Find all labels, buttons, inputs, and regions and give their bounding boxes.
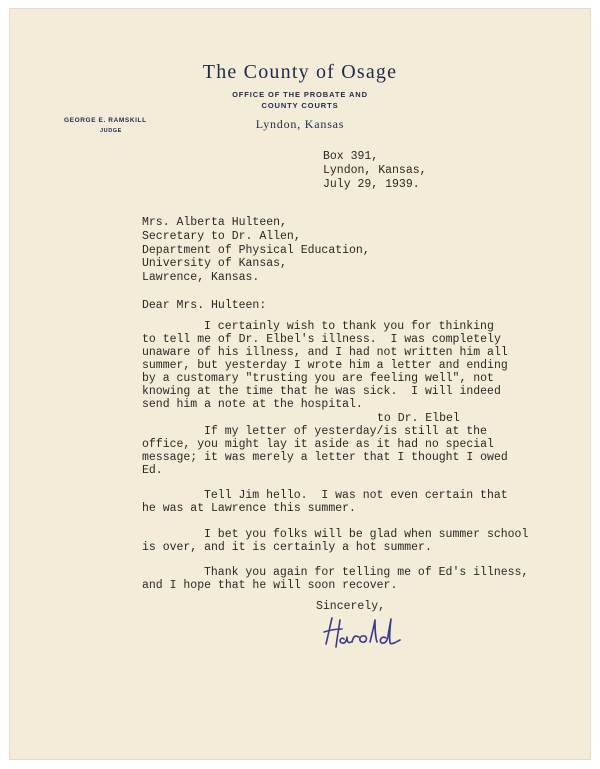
closing: Sincerely, bbox=[316, 600, 386, 613]
body-line: is over, and it is certainly a hot summer. bbox=[142, 541, 432, 554]
body-line: I bet you folks will be glad when summer school bbox=[204, 528, 529, 541]
body-line: send him a note at the hospital. bbox=[142, 398, 363, 411]
sender-address-line-1: Box 391, bbox=[323, 150, 379, 163]
body-line: Tell Jim hello. I was not even certain that bbox=[204, 489, 508, 502]
letterhead-office-line-2: COUNTY COURTS bbox=[261, 101, 339, 110]
sender-address-line-2: Lyndon, Kansas, bbox=[323, 164, 427, 177]
letterhead-place: Lyndon, Kansas bbox=[255, 117, 345, 131]
body-line: Thank you again for telling me of Ed's illness, bbox=[204, 566, 529, 579]
body-line: Ed. bbox=[142, 464, 163, 477]
body-line: message; it was merely a letter that I thought I owed bbox=[142, 451, 508, 464]
letterhead-judge-title: JUDGE bbox=[100, 128, 122, 134]
body-line: I certainly wish to thank you for thinking bbox=[204, 320, 494, 333]
body-line: and I hope that he will soon recover. bbox=[142, 579, 398, 592]
body-line: to tell me of Dr. Elbel's illness. I was completely bbox=[142, 333, 501, 346]
salutation: Dear Mrs. Hulteen: bbox=[142, 299, 267, 312]
body-line: If my letter of yesterday/is still at the bbox=[204, 425, 487, 438]
insertion-note: to Dr. Elbel bbox=[377, 412, 460, 425]
recipient-line-4: University of Kansas, bbox=[142, 257, 287, 270]
letterhead-office-line-1: OFFICE OF THE PROBATE AND bbox=[232, 90, 368, 99]
body-line: office, you might lay it aside as it had no special bbox=[142, 438, 494, 451]
recipient-line-1: Mrs. Alberta Hulteen, bbox=[142, 216, 287, 229]
recipient-line-2: Secretary to Dr. Allen, bbox=[142, 230, 301, 243]
body-line: he was at Lawrence this summer. bbox=[142, 502, 356, 515]
handwritten-signature bbox=[320, 614, 410, 654]
letter-date: July 29, 1939. bbox=[323, 178, 420, 191]
body-line: unaware of his illness, and I had not written him all bbox=[142, 346, 508, 359]
body-line: summer, but yesterday I wrote him a letter and ending bbox=[142, 359, 508, 372]
letterhead-title: The County of Osage bbox=[202, 61, 398, 83]
recipient-line-5: Lawrence, Kansas. bbox=[142, 271, 260, 284]
letterhead-judge-name: GEORGE E. RAMSKILL bbox=[64, 117, 147, 124]
recipient-line-3: Department of Physical Education, bbox=[142, 244, 370, 257]
body-line: by a customary "trusting you are feeling well", not bbox=[142, 372, 494, 385]
body-line: knowing at the time that he was sick. I will indeed bbox=[142, 385, 501, 398]
